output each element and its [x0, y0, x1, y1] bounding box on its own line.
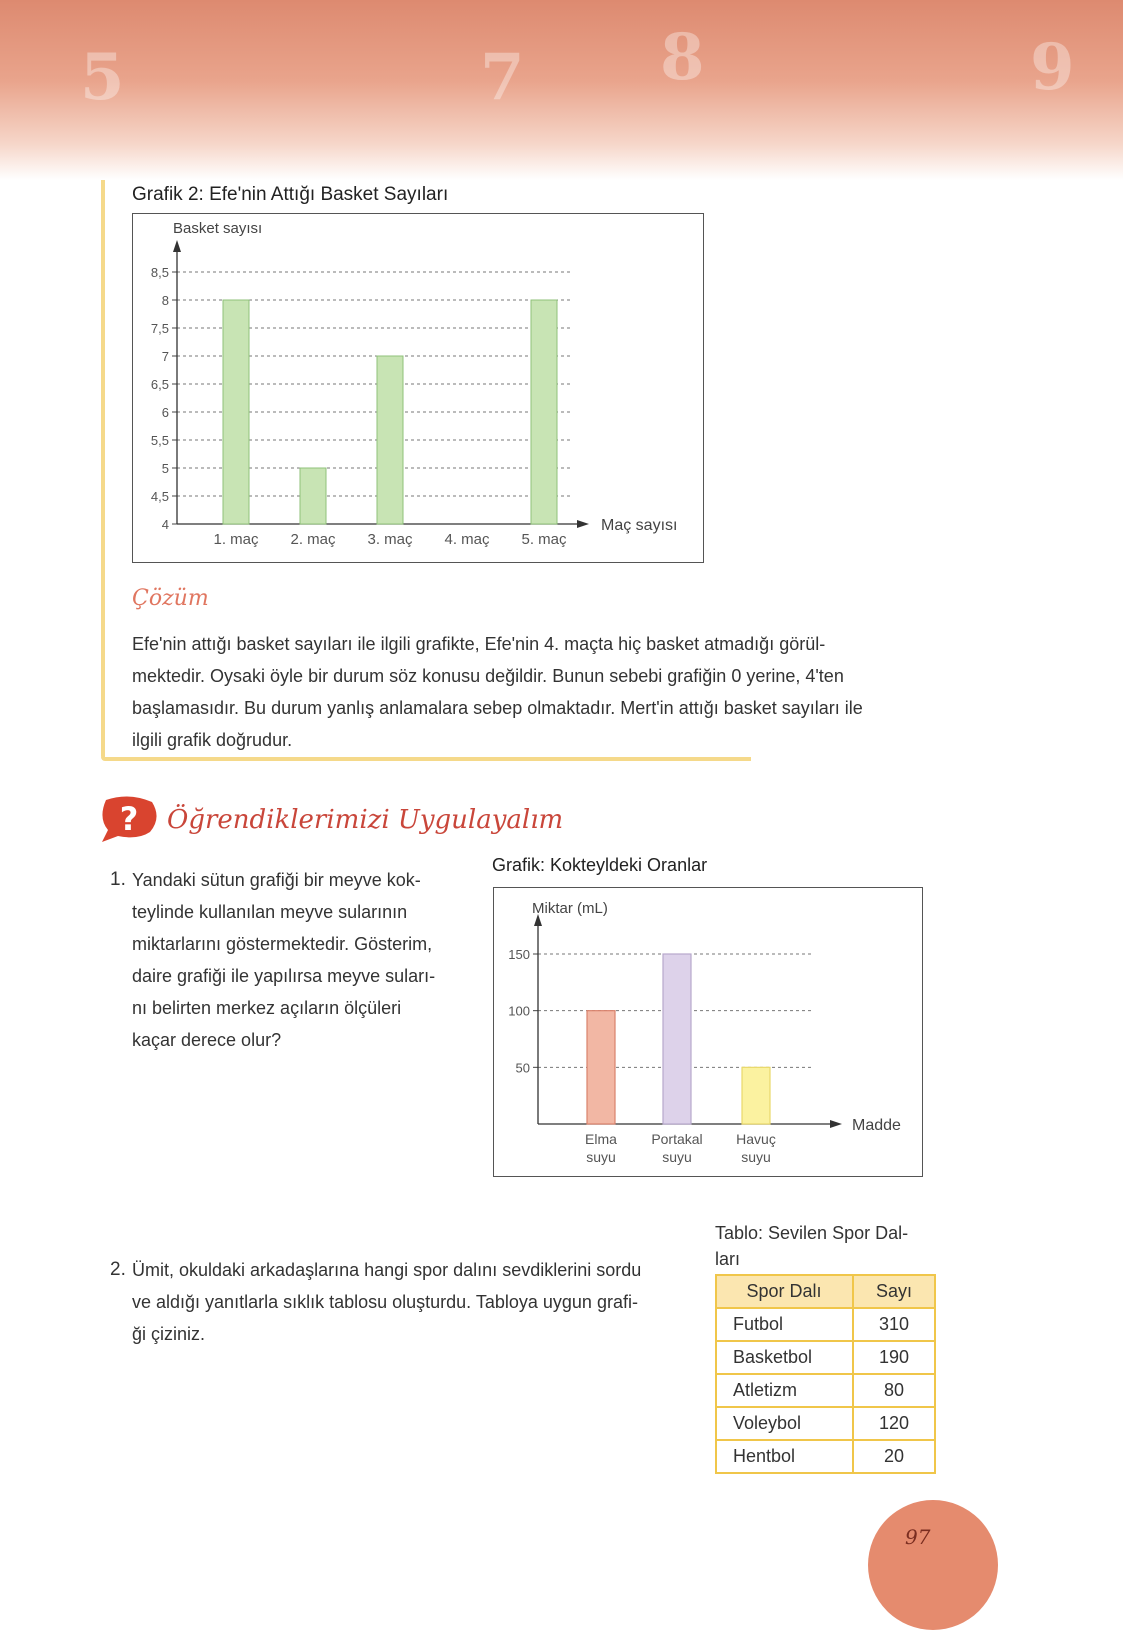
q1-line: daire grafiği ile yapılırsa meyve suları-: [132, 966, 436, 986]
q2-line: Ümit, okuldaki arkadaşlarına hangi spor dalını sevdiklerini sordu: [132, 1260, 642, 1280]
chart1-xtick-label: 4. maç: [444, 531, 490, 548]
table-cell: Hentbol: [716, 1440, 853, 1473]
section-title: Öğrendiklerimizi Uygulayalım: [167, 805, 564, 835]
chart1-y-arrow-icon: [173, 240, 181, 252]
chart2-xtick-label: Elma: [585, 1131, 617, 1147]
page-number: 97: [905, 1525, 931, 1549]
solution-text: [132, 628, 932, 756]
table-title-line: ları: [715, 1249, 741, 1269]
chart1-bar: [531, 300, 557, 524]
header-digit: 8: [660, 20, 705, 95]
example-box-border: [101, 180, 105, 760]
chart1-bar: [300, 468, 326, 524]
chart1-xtick-label: 3. maç: [367, 531, 413, 548]
table-cell: Basketbol: [716, 1341, 853, 1374]
chart1-xlabel: Maç sayısı: [601, 517, 678, 534]
chart2-bar: [663, 954, 691, 1124]
chart1-ytick-label: 4,5: [150, 489, 169, 504]
table-cell: Atletizm: [716, 1374, 853, 1407]
chart1-ytick-label: 7,5: [150, 321, 169, 336]
table-title-line: Tablo: Sevilen Spor Dal-: [715, 1223, 909, 1243]
chart2-xtick-label: suyu: [741, 1149, 771, 1165]
chart2-xlabel: Madde: [852, 1117, 901, 1134]
q1-line: teylinde kullanılan meyve sularının: [132, 902, 408, 922]
table-header-cell: Spor Dalı: [716, 1275, 853, 1308]
q2-line: ve aldığı yanıtlarla sıklık tablosu oluşturdu. Tabloya uygun grafi-: [132, 1292, 638, 1312]
table-row: [716, 1407, 935, 1440]
chart1-bar: [377, 356, 403, 524]
chart2-xtick-label: Havuç: [736, 1131, 776, 1147]
chart1-ytick-label: 8,5: [150, 265, 169, 280]
chart1-ytick-label: 5: [161, 461, 169, 476]
chart1-xtick-label: 2. maç: [290, 531, 336, 548]
chart2-ytick-label: 50: [515, 1060, 530, 1076]
solution-line: ilgili grafik doğrudur.: [132, 730, 293, 750]
chart1-ytick-label: 5,5: [150, 433, 169, 448]
table-row: [716, 1440, 935, 1473]
chart2-x-arrow-icon: [830, 1120, 842, 1128]
chart2-bar: [742, 1067, 770, 1124]
header-digit: 9: [1030, 30, 1075, 105]
table-row: [716, 1341, 935, 1374]
page-number-badge: [868, 1500, 998, 1630]
chart2-xtick-label: suyu: [586, 1149, 616, 1165]
chart1-ytick-label: 7: [161, 349, 169, 364]
q2-line: ği çiziniz.: [132, 1324, 206, 1344]
header-digit: 7: [480, 40, 525, 115]
chart2-xtick-label: suyu: [662, 1149, 692, 1165]
solution-line: başlamasıdır. Bu durum yanlış anlamalara sebep olmaktadır. Mert'in attığı basket sayıları ile: [132, 698, 863, 718]
q1-line: kaçar derece olur?: [132, 1030, 282, 1050]
chart1-x-arrow-icon: [577, 520, 589, 528]
table-row: [716, 1374, 935, 1407]
sport-frequency-table: [715, 1274, 936, 1474]
q2-text: [132, 1254, 702, 1350]
q1-line: nı belirten merkez açıların ölçüleri: [132, 998, 402, 1018]
chart1-ytick-label: 4: [161, 517, 169, 532]
chart2-title: Grafik: Kokteyldeki Oranlar: [492, 855, 708, 875]
table-header-cell: Sayı: [853, 1275, 935, 1308]
chart2-ylabel: Miktar (mL): [532, 900, 608, 917]
q2-number: 2.: [110, 1259, 126, 1280]
table-cell: Futbol: [716, 1308, 853, 1341]
chart1-ylabel: Basket sayısı: [173, 220, 263, 237]
chart2-ytick-label: 100: [508, 1003, 530, 1019]
chart1-xtick-label: 5. maç: [521, 531, 567, 548]
table-cell: 80: [853, 1374, 935, 1407]
chart1-ytick-label: 6,5: [150, 377, 169, 392]
question-badge-text: ?: [119, 800, 139, 838]
chart1-ytick-label: 8: [161, 293, 169, 308]
example-box-border: [101, 757, 751, 761]
chart2-xtick-label: Portakal: [651, 1131, 703, 1147]
q1-text: [132, 864, 472, 1056]
chart1-xtick-label: 1. maç: [213, 531, 259, 548]
chart2-frame: [493, 887, 923, 1177]
chart2-plot: [494, 888, 922, 1176]
chart1-bar: [223, 300, 249, 524]
chart1-ytick-label: 6: [161, 405, 169, 420]
q1-number: 1.: [110, 869, 126, 890]
table-row: [716, 1308, 935, 1341]
q1-line: miktarlarını göstermektedir. Gösterim,: [132, 934, 433, 954]
q1-line: Yandaki sütun grafiği bir meyve kok-: [132, 870, 421, 890]
table-cell: 20: [853, 1440, 935, 1473]
table-cell: 120: [853, 1407, 935, 1440]
chart1-frame: [132, 213, 704, 563]
chart2-bar: [587, 1011, 615, 1124]
question-badge-icon: [98, 796, 160, 842]
solution-line: mektedir. Oysaki öyle bir durum söz konusu değildir. Bunun sebebi grafiğin 0 yerine, 4'ten: [132, 666, 844, 686]
chart2-ytick-label: 150: [508, 947, 530, 962]
page-header-band: [0, 0, 1123, 180]
table-cell: 310: [853, 1308, 935, 1341]
table-title: [715, 1220, 908, 1272]
chart1-title: Grafik 2: Efe'nin Attığı Basket Sayıları: [132, 184, 449, 205]
header-digit: 5: [80, 40, 125, 115]
solution-line: Efe'nin attığı basket sayıları ile ilgili grafikte, Efe'nin 4. maçta hiç basket atmadığı görül-: [132, 634, 826, 654]
table-header-row: [716, 1275, 935, 1308]
chart1-plot: [133, 214, 703, 562]
solution-heading: Çözüm: [132, 586, 209, 611]
table-cell: Voleybol: [716, 1407, 853, 1440]
table-cell: 190: [853, 1341, 935, 1374]
